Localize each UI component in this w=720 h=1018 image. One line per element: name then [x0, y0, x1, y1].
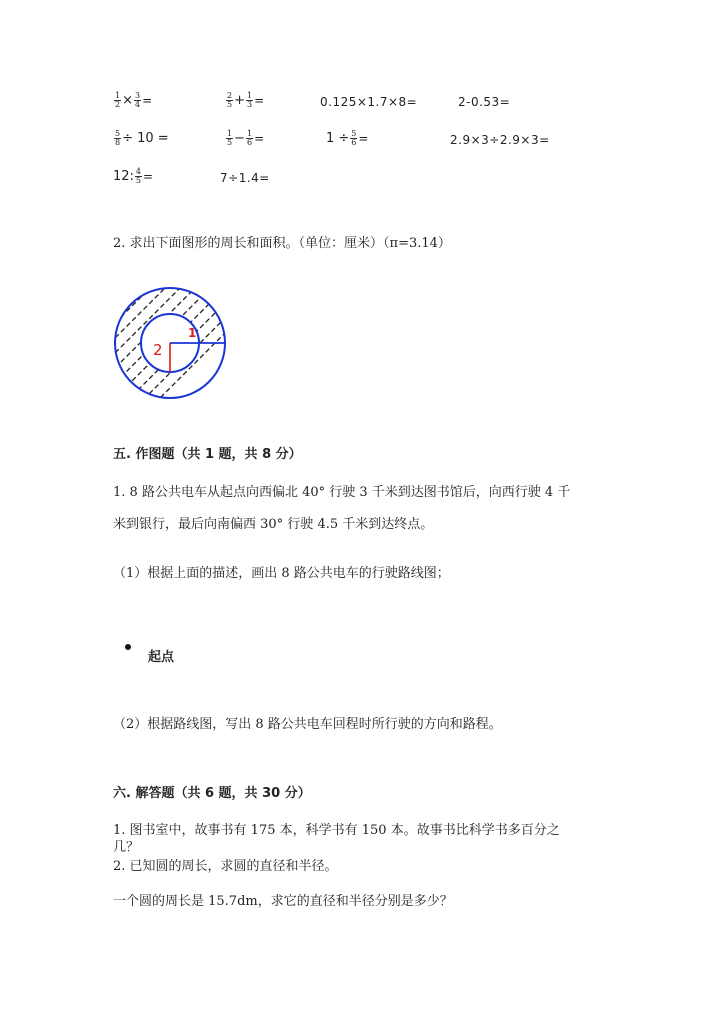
question-text: 几？	[113, 840, 140, 855]
question-text: 2. 已知圆的周长，求圆的直径和半径。	[113, 859, 338, 874]
inner-radius-label: 2	[153, 341, 163, 359]
question-text: 2. 求出下面图形的周长和面积。（单位：厘米）（π=3.14）	[113, 236, 451, 251]
section-heading: 六. 解答题（共 6 题，共 30 分）	[113, 786, 311, 801]
calc-item: $\frac{1}{2}$ × $\frac{3}{4}$ =	[115, 91, 153, 109]
calc-item: $\frac{2}{5}$ + $\frac{1}{3}$ =	[227, 91, 265, 109]
fraction: $\frac{5}{8}$	[115, 129, 121, 147]
fraction: $\frac{1}{2}$	[115, 91, 121, 109]
outer-radius-label: 1	[188, 326, 197, 340]
fraction: $\frac{4}{5}$	[135, 167, 142, 185]
calc-item: 12: $\frac{4}{5}$ =	[113, 167, 154, 185]
section-heading: 五. 作图题（共 1 题，共 8 分）	[113, 447, 302, 462]
calc-item: 2-0.53=	[458, 95, 511, 109]
start-label: 起点	[148, 650, 175, 665]
fraction: $\frac{1}{6}$	[247, 129, 253, 147]
fraction: $\frac{5}{6}$	[351, 129, 357, 147]
calc-item: 7÷1.4=	[220, 171, 270, 185]
calc-item: 0.125×1.7×8=	[320, 95, 418, 109]
annulus-figure	[110, 283, 230, 403]
fraction: $\frac{1}{5}$	[227, 129, 233, 147]
calc-item: $\frac{1}{5}$ − $\frac{1}{6}$ =	[227, 129, 265, 147]
fraction: $\frac{2}{5}$	[227, 91, 233, 109]
question-text: 米到银行，最后向南偏西 30° 行驶 4.5 千米到达终点。	[113, 517, 434, 532]
fraction: $\frac{3}{4}$	[135, 91, 141, 109]
start-point	[125, 644, 131, 650]
calc-item: 1 ÷ $\frac{5}{6}$ =	[326, 129, 369, 147]
question-text: 1. 8 路公共电车从起点向西偏北 40° 行驶 3 千米到达图书馆后，向西行驶 4 千	[113, 485, 571, 500]
question-text: 1. 图书室中，故事书有 175 本，科学书有 150 本。故事书比科学书多百分之	[113, 823, 560, 838]
calc-item: 2.9×3÷2.9×3=	[450, 133, 550, 147]
question-text: （1）根据上面的描述，画出 8 路公共电车的行驶路线图；	[113, 566, 450, 581]
question-text: （2）根据路线图，写出 8 路公共电车回程时所行驶的方向和路程。	[113, 717, 502, 732]
calc-item: $\frac{5}{8}$ ÷ 10 =	[115, 129, 169, 147]
question-text: 一个圆的周长是 15.7dm，求它的直径和半径分别是多少？	[113, 894, 453, 909]
fraction: $\frac{1}{3}$	[247, 91, 253, 109]
